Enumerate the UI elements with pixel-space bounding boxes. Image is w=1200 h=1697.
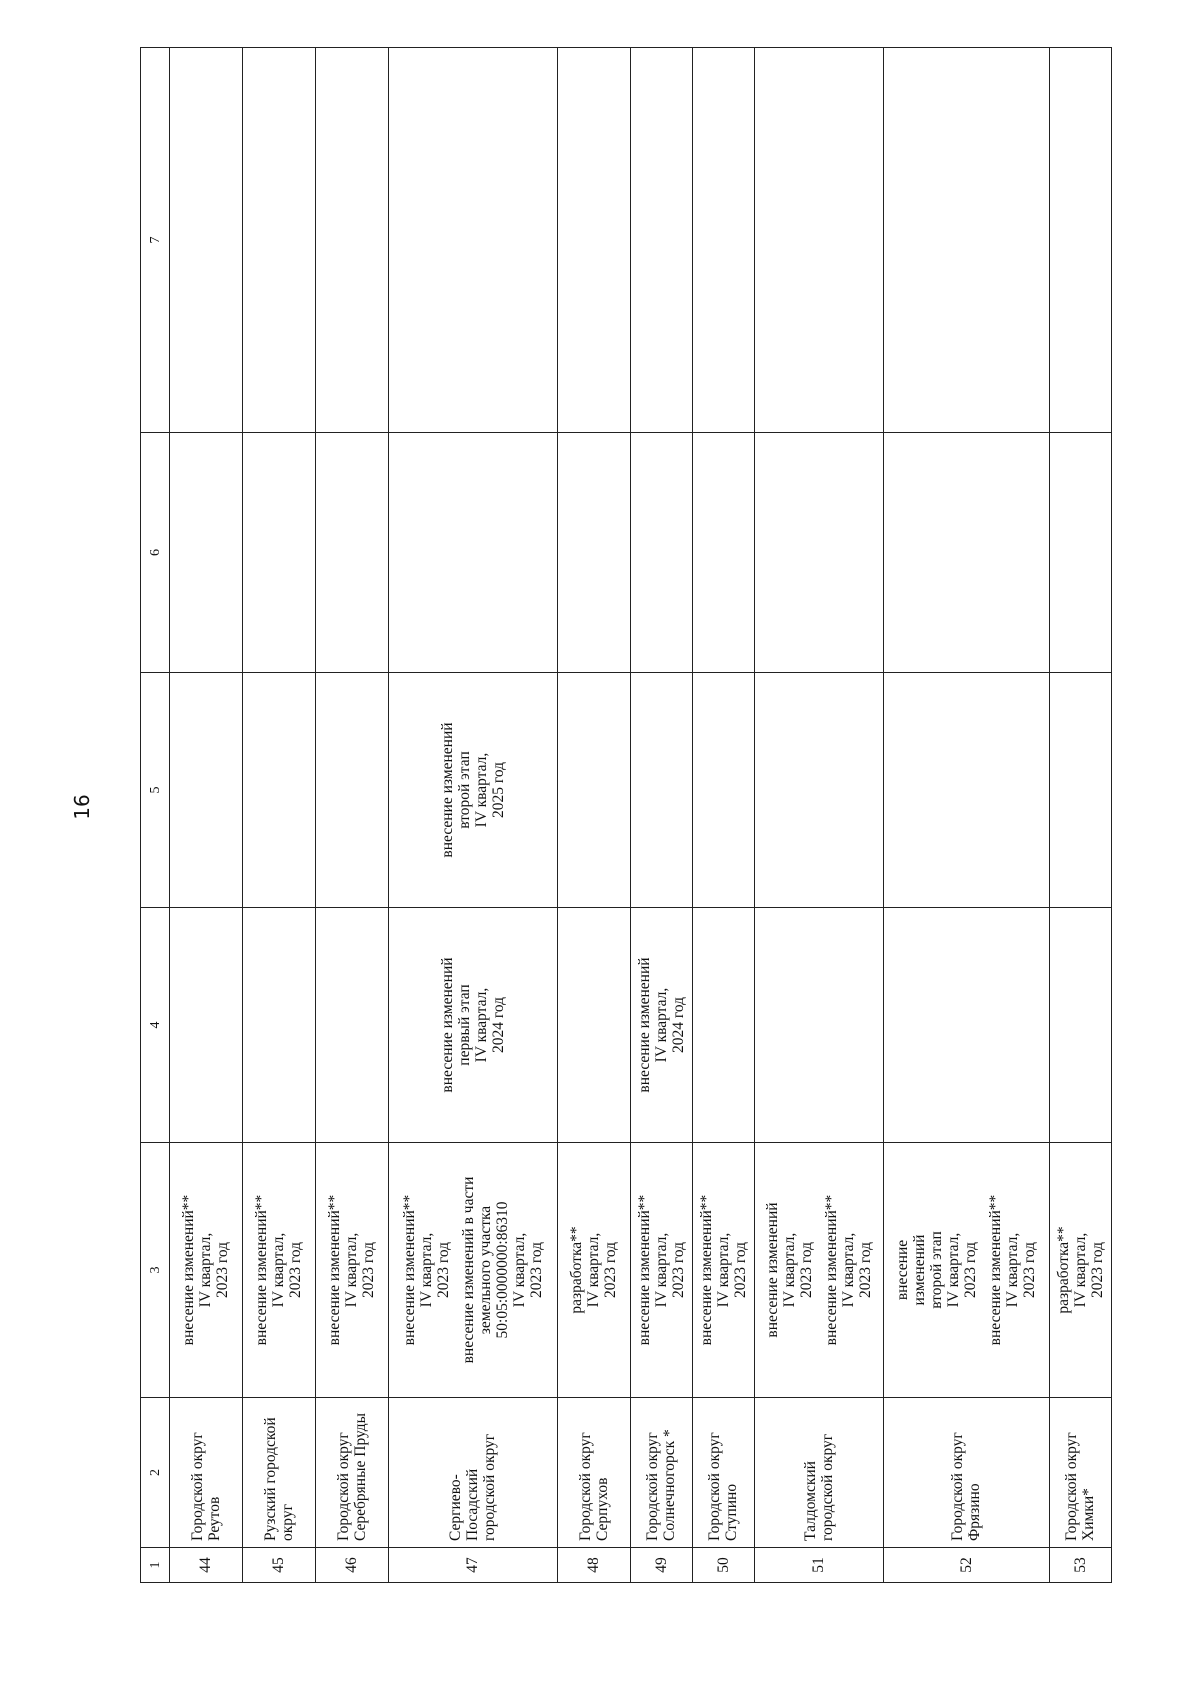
stage-2024-cell: [630, 908, 692, 1143]
stage-2025-cell: [315, 673, 388, 908]
stage-2023-cell: [883, 1143, 1049, 1398]
col-6-cell: [692, 433, 754, 673]
row-number-text: 45: [270, 1557, 288, 1573]
table-row: [692, 48, 754, 1583]
table-row: [170, 48, 243, 1583]
row-number: [242, 1548, 315, 1583]
municipality-name: [692, 1398, 754, 1548]
row-number: [315, 1548, 388, 1583]
stage-2025-cell: [388, 673, 557, 908]
row-number-text: 51: [810, 1557, 828, 1573]
stage-2023-cell: [170, 1143, 243, 1398]
municipality-name-text: Талдомский городской округ: [801, 1433, 836, 1541]
header-col-3: 3: [141, 1143, 170, 1398]
stage-2024-cell: [315, 908, 388, 1143]
col-7-cell: [630, 48, 692, 433]
rotated-table-container: [140, 48, 1112, 1583]
stage-2023-cell: [557, 1143, 630, 1398]
row-number: [692, 1548, 754, 1583]
table-row: [630, 48, 692, 1583]
stage-2024-cell: [692, 908, 754, 1143]
stage-2023-entry: внесение изменений** IV квартал, 2023 год: [635, 1194, 687, 1346]
col-6-cell: [557, 433, 630, 673]
stage-2023-entry: внесение изменений** IV квартал, 2023 год: [822, 1194, 874, 1346]
header-col-1: 1: [141, 1548, 170, 1583]
col-6-cell: [1049, 433, 1111, 673]
stage-2024-cell: [557, 908, 630, 1143]
col-7-cell: [315, 48, 388, 433]
municipality-name: [557, 1398, 630, 1548]
stage-2023-cell: [388, 1143, 557, 1398]
municipality-name-text: Городской округ Ступино: [706, 1432, 741, 1541]
stage-2024-cell: [1049, 908, 1111, 1143]
header-col-4: 4: [141, 908, 170, 1143]
stage-2025-cell: [692, 673, 754, 908]
stage-2025-cell: [170, 673, 243, 908]
row-number: [388, 1548, 557, 1583]
col-7-cell: [883, 48, 1049, 433]
stage-2023-entry: внесение изменений** IV квартал, 2023 год: [326, 1194, 378, 1346]
row-number: [557, 1548, 630, 1583]
header-col-7: 7: [141, 48, 170, 433]
stage-2024-cell: [755, 908, 884, 1143]
stage-2023-cell: [1049, 1143, 1111, 1398]
municipality-name: [1049, 1398, 1111, 1548]
stage-2023-entry: внесение изменений второй этап IV квартал, 2023 год: [894, 1231, 980, 1309]
col-6-cell: [315, 433, 388, 673]
municipality-name-text: Городской округ Реутов: [188, 1432, 223, 1541]
municipality-name: [170, 1398, 243, 1548]
table-row: [557, 48, 630, 1583]
municipality-name-text: Городской округ Серпухов: [576, 1432, 611, 1541]
municipality-name-text: Сергиево-Посадский городской округ: [447, 1433, 499, 1541]
stage-2024-cell-text: внесение изменений IV квартал, 2024 год: [635, 957, 687, 1093]
municipality-name: [388, 1398, 557, 1548]
stage-2025-cell: [557, 673, 630, 908]
table-row: [883, 48, 1049, 1583]
col-7-cell: [170, 48, 243, 433]
stage-2025-cell: [630, 673, 692, 908]
row-number-text: 53: [1071, 1557, 1089, 1573]
col-7-cell: [388, 48, 557, 433]
municipality-name: [630, 1398, 692, 1548]
row-number: [755, 1548, 884, 1583]
stage-2023-entry: внесение изменений** IV квартал, 2023 год: [987, 1194, 1039, 1346]
row-number-text: 44: [197, 1557, 215, 1573]
col-6-cell: [630, 433, 692, 673]
stage-2025-cell: [1049, 673, 1111, 908]
municipality-name: [883, 1398, 1049, 1548]
municipality-name: [755, 1398, 884, 1548]
col-6-cell: [242, 433, 315, 673]
header-col-6: 6: [141, 433, 170, 673]
header-row: [141, 48, 170, 1583]
col-6-cell: [388, 433, 557, 673]
municipality-name: [242, 1398, 315, 1548]
row-number: [1049, 1548, 1111, 1583]
stage-2025-cell: [755, 673, 884, 908]
row-number-text: 52: [957, 1557, 975, 1573]
stage-2024-cell-text: внесение изменений первый этап IV квартал, 2024 год: [438, 957, 507, 1093]
row-number-text: 49: [652, 1557, 670, 1573]
row-number-text: 48: [585, 1557, 603, 1573]
stage-2023-entry: внесение изменений в части земельного участка 50:05:0000000:86310 IV квартал, 2023 год: [459, 1176, 545, 1364]
col-7-cell: [692, 48, 754, 433]
col-7-cell: [1049, 48, 1111, 433]
municipality-name-text: Рузский городской округ: [261, 1417, 296, 1541]
municipality-name: [315, 1398, 388, 1548]
table-body: [170, 48, 1112, 1583]
stage-2023-entry: внесение изменений IV квартал, 2023 год: [763, 1202, 815, 1338]
row-number: [170, 1548, 243, 1583]
page-number: 16: [70, 794, 94, 820]
table-row: [755, 48, 884, 1583]
col-6-cell: [755, 433, 884, 673]
header-col-5: 5: [141, 673, 170, 908]
col-6-cell: [170, 433, 243, 673]
table-row: [315, 48, 388, 1583]
stage-2023-entry: разработка** IV квартал, 2023 год: [568, 1226, 620, 1314]
stage-2024-cell: [388, 908, 557, 1143]
stage-2023-entry: разработка** IV квартал, 2023 год: [1054, 1226, 1106, 1314]
stage-2023-entry: внесение изменений** IV квартал, 2023 год: [180, 1194, 232, 1346]
table-row: [1049, 48, 1111, 1583]
stage-2023-cell: [630, 1143, 692, 1398]
col-6-cell: [883, 433, 1049, 673]
municipality-name-text: Городской округ Фрязино: [949, 1432, 984, 1541]
municipality-name-text: Городской округ Серебряные Пруды: [334, 1412, 369, 1541]
municipality-name-text: Городской округ Солнечногорск *: [644, 1429, 679, 1541]
stage-2023-cell: [242, 1143, 315, 1398]
stage-2023-entry: внесение изменений** IV квартал, 2023 год: [400, 1194, 452, 1346]
col-7-cell: [242, 48, 315, 433]
stage-2023-cell: [755, 1143, 884, 1398]
stage-2023-cell: [692, 1143, 754, 1398]
table-row: [242, 48, 315, 1583]
plan-schedule-table: [140, 47, 1112, 1583]
stage-2023-entry: внесение изменений** IV квартал, 2023 год: [253, 1194, 305, 1346]
row-number-text: 47: [464, 1557, 482, 1573]
stage-2024-cell: [883, 908, 1049, 1143]
municipality-name-text: Городской округ Химки*: [1063, 1432, 1098, 1541]
row-number: [630, 1548, 692, 1583]
row-number-text: 46: [343, 1557, 361, 1573]
stage-2023-entry: внесение изменений** IV квартал, 2023 год: [697, 1194, 749, 1346]
stage-2025-cell-text: внесение изменений второй этап IV квартал, 2025 год: [438, 722, 507, 858]
header-col-2: 2: [141, 1398, 170, 1548]
stage-2025-cell: [883, 673, 1049, 908]
col-7-cell: [755, 48, 884, 433]
stage-2024-cell: [242, 908, 315, 1143]
row-number-text: 50: [714, 1557, 732, 1573]
stage-2025-cell: [242, 673, 315, 908]
col-7-cell: [557, 48, 630, 433]
row-number: [883, 1548, 1049, 1583]
table-row: [388, 48, 557, 1583]
stage-2023-cell: [315, 1143, 388, 1398]
stage-2024-cell: [170, 908, 243, 1143]
